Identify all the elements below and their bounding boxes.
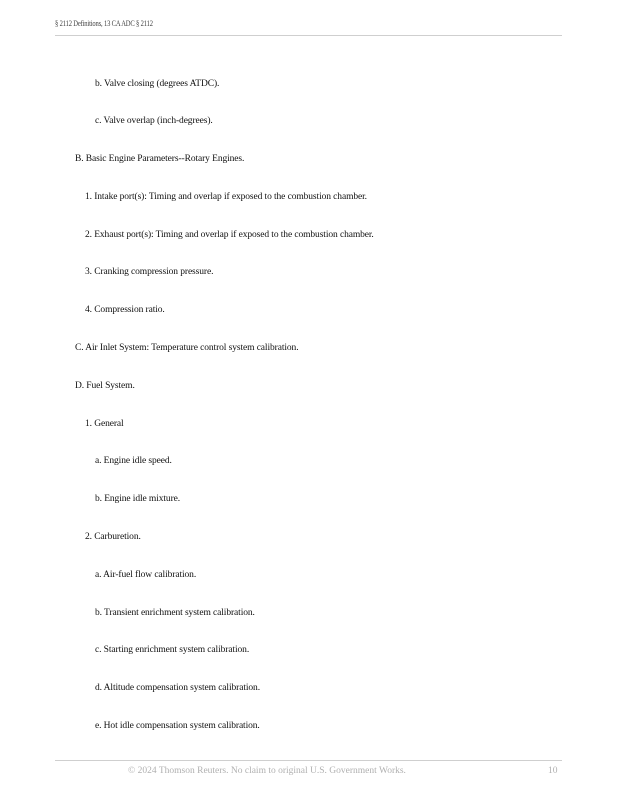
outline-item: b. Transient enrichment system calibration. [95,608,255,618]
outline-item: 1. Intake port(s): Timing and overlap if exposed to the combustion chamber. [85,192,367,202]
copyright-notice: © 2024 Thomson Reuters. No claim to original U.S. Government Works. [128,766,406,776]
outline-item: e. Hot idle compensation system calibration. [95,721,260,731]
outline-item: C. Air Inlet System: Temperature control system calibration. [75,343,299,353]
outline-item: 2. Carburetion. [85,532,141,542]
running-header: § 2112 Definitions, 13 CA ADC § 2112 [55,19,153,28]
outline-item: 3. Cranking compression pressure. [85,267,214,277]
page-number: 10 [548,766,558,776]
outline-item: 1. General [85,419,124,429]
outline-item: a. Air-fuel flow calibration. [95,570,197,580]
outline-item: c. Starting enrichment system calibration. [95,645,250,655]
outline-item: c. Valve overlap (inch-degrees). [95,116,213,126]
outline-item: a. Engine idle speed. [95,456,172,466]
outline-item: B. Basic Engine Parameters--Rotary Engines. [75,154,245,164]
outline-item: b. Engine idle mixture. [95,494,181,504]
footer-divider [55,760,562,761]
outline-item: d. Altitude compensation system calibration. [95,683,260,693]
header-divider [55,35,562,36]
outline-item: 2. Exhaust port(s): Timing and overlap if exposed to the combustion chamber. [85,230,374,240]
outline-item: 4. Compression ratio. [85,305,165,315]
outline-item: D. Fuel System. [75,381,135,391]
outline-item: b. Valve closing (degrees ATDC). [95,79,220,89]
